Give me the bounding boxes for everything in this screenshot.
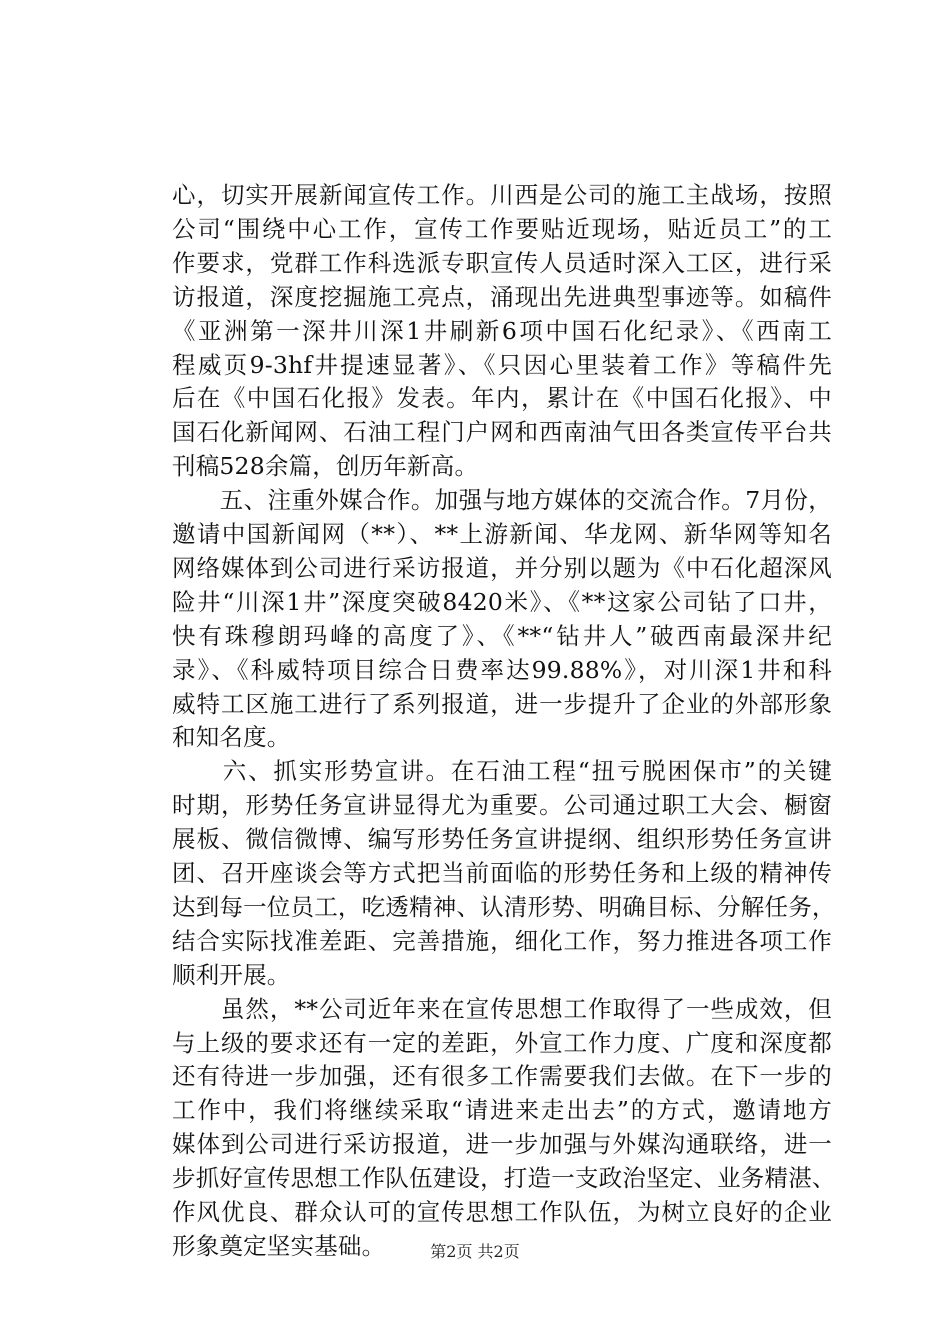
text-line: 五、注重外媒合作。加强与地方媒体的交流合作。7月份， [172,486,832,515]
text-line: 时期，形势任务宣讲显得尤为重要。公司通过职工大会、橱窗 [172,791,832,820]
text-line: 险井“川深1井”深度突破8420米》、《**这家公司钻了口井， [172,587,832,616]
text-line: 虽然，**公司近年来在宣传思想工作取得了一些成效，但 [172,994,832,1023]
text-line: 与上级的要求还有一定的差距，外宣工作力度、广度和深度都 [172,1028,832,1057]
page-footer: 第2页 共2页 [430,1242,520,1261]
text-line: 刊稿528余篇，创历年新高。 [172,452,479,481]
text-line: 达到每一位员工，吃透精神、认清形势、明确目标、分解任务， [172,892,836,921]
text-line: 访报道，深度挖掘施工亮点，涌现出先进典型事迹等。如稿件 [172,282,832,311]
text-line: 快有珠穆朗玛峰的高度了》、《**“钻井人”破西南最深井纪 [172,621,832,650]
text-line: 作要求，党群工作科选派专职宣传人员适时深入工区，进行采 [172,248,832,277]
text-line: 作风优良、群众认可的宣传思想工作队伍，为树立良好的企业 [172,1198,832,1226]
text-line: 录》、《科威特项目综合日费率达99.88%》，对川深1井和科 [172,655,832,684]
text-line: 公司“围绕中心工作，宣传工作要贴近现场，贴近员工”的工 [172,214,832,243]
text-line: 心，切实开展新闻宣传工作。川西是公司的施工主战场，按照 [172,181,832,209]
text-line: 团、召开座谈会等方式把当前面临的形势任务和上级的精神传 [172,859,832,887]
text-line: 展板、微信微博、编写形势任务宣讲提纲、组织形势任务宣讲 [172,825,832,854]
text-line: 六、抓实形势宣讲。在石油工程“扭亏脱困保市”的关键 [172,757,832,786]
text-line: 还有待进一步加强，还有很多工作需要我们去做。在下一步的 [172,1062,832,1091]
text-line: 和知名度。 [172,723,291,752]
text-line: 形象奠定坚实基础。 [172,1231,386,1260]
text-line: 《亚洲第一深井川深1井刷新6项中国石化纪录》、《西南工 [172,316,832,345]
text-line: 顺利开展。 [172,960,291,989]
text-line: 媒体到公司进行采访报道，进一步加强与外媒沟通联络，进一 [172,1130,832,1159]
text-line: 后在《中国石化报》发表。年内，累计在《中国石化报》、中 [172,384,832,413]
text-line: 程威页9-3hf井提速显著》、《只因心里装着工作》等稿件先 [172,350,832,379]
text-line: 威特工区施工进行了系列报道，进一步提升了企业的外部形象 [172,689,832,718]
text-line: 国石化新闻网、石油工程门户网和西南油气田各类宣传平台共 [172,418,832,447]
text-line: 步抓好宣传思想工作队伍建设，打造一支政治坚定、业务精湛、 [172,1164,836,1193]
text-line: 网络媒体到公司进行采访报道，并分别以题为《中石化超深风 [172,553,832,582]
text-line: 结合实际找准差距、完善措施，细化工作，努力推进各项工作 [172,926,832,955]
text-line: 工作中，我们将继续采取“请进来走出去”的方式，邀请地方 [172,1096,832,1125]
text-line: 邀请中国新闻网（**）、**上游新闻、华龙网、新华网等知名 [172,520,832,548]
